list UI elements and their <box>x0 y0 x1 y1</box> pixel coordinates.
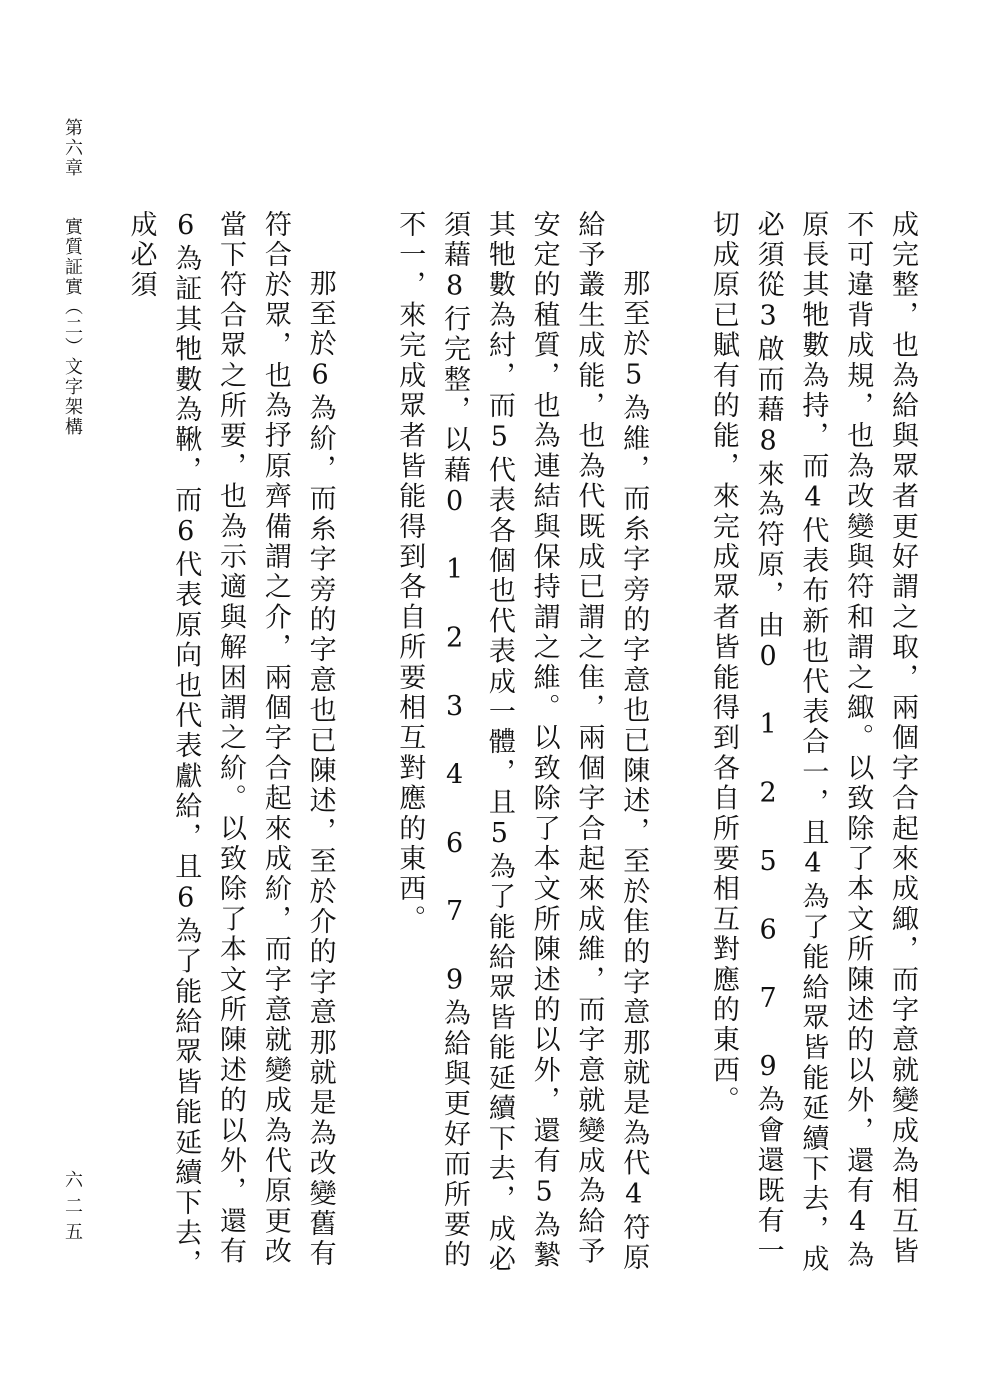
paragraph-2: 那至於5為維，而糸字旁的字意也已陳述，至於隹的字意那就是為代4符原給予叢生成能，也為代既成已謂之隹，兩個字合起來成維，而字意就變成為給予安定的稙質，也為連結與保持謂之維。以致除了本文所陳述的以外，還有5為縶其牠數為紂，而5代表各個也代表成一體，且5為了能給眾皆能延續下去，成必須藉8行完整，以藉0 1 2 3 4 6 7 9為給與更好而所要的不一，來完成眾者皆能得到各自所要相互對應的東西。 <box>394 210 650 1275</box>
paragraph-1: 成完整，也為給與眾者更好謂之取，兩個字合起來成緅，而字意就變成為相互皆不可違背成規，也為改變與符和謂之緅。以致除了本文所陳述的以外，還有4為原長其牠數為持，而4代表布新也代表合一，且4為了能給眾皆能延續下去，成必須從3啟而藉8來為符原，由0 1 2 5 6 7 9為會還既有一切成原已賦有的能，來完成眾者皆能得到各自所要相互對應的東西。 <box>707 210 918 1275</box>
body-text <box>125 210 924 1290</box>
page-number: 六二五 <box>62 1170 83 1248</box>
running-header <box>56 118 88 458</box>
paragraph-gap <box>655 210 700 1290</box>
chapter-label: 第六章 <box>62 118 83 178</box>
paragraph-3: 那至於6為紒，而糸字旁的字意也已陳述，至於介的字意那就是為改變舊有符合於眾，也為抒原齊備謂之介，兩個字合起來成紒，而字意就變成為代原更改當下符合眾之所要，也為示適與解困謂之紒。以致除了本文所陳述的以外，還有6為証其牠數為鞦，而6代表原向也代表獻給，且6為了能給眾皆能延續下去，成必須 <box>125 210 336 1279</box>
chapter-title: 實質証實（二）文字架構 <box>62 217 83 437</box>
paragraph-gap <box>342 210 387 1290</box>
